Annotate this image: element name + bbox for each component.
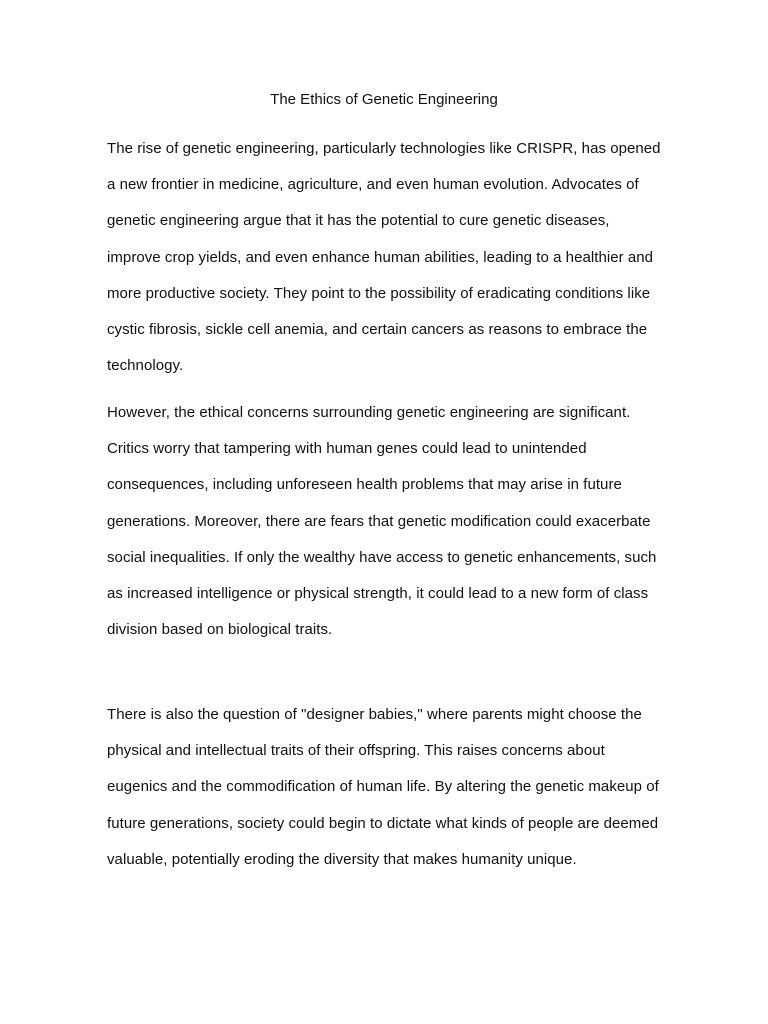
- document-title: The Ethics of Genetic Engineering: [270, 91, 498, 108]
- paragraph-1: The rise of genetic engineering, particularly technologies like CRISPR, has opened a new frontier in medicine, agriculture, and even human evolution. Advocates of genetic engineering argue that it has the potential to cure genetic diseases, improve crop yields, and even enhance human abilities, leading to a healthier and more productive society. They point to the possibility of eradicating conditions like cystic fibrosis, sickle cell anemia, and certain cancers as reasons to embrace the technology.: [107, 140, 661, 375]
- paragraph-2: However, the ethical concerns surrounding genetic engineering are significant. Critics worry that tampering with human genes could lead to unintended consequences, including unforeseen health problems that may arise in future generations. Moreover, there are fears that genetic modification could exacerbate social inequalities. If only the wealthy have access to genetic enhancements, such as increased intelligence or physical strength, it could lead to a new form of class division based on biological traits.: [107, 404, 657, 639]
- paragraph-3: There is also the question of "designer babies," where parents might choose the physical and intellectual traits of their offspring. This raises concerns about eugenics and the commodification of human life. By altering the genetic makeup of future generations, society could begin to dictate what kinds of people are deemed valuable, potentially eroding the diversity that makes humanity unique.: [107, 706, 659, 868]
